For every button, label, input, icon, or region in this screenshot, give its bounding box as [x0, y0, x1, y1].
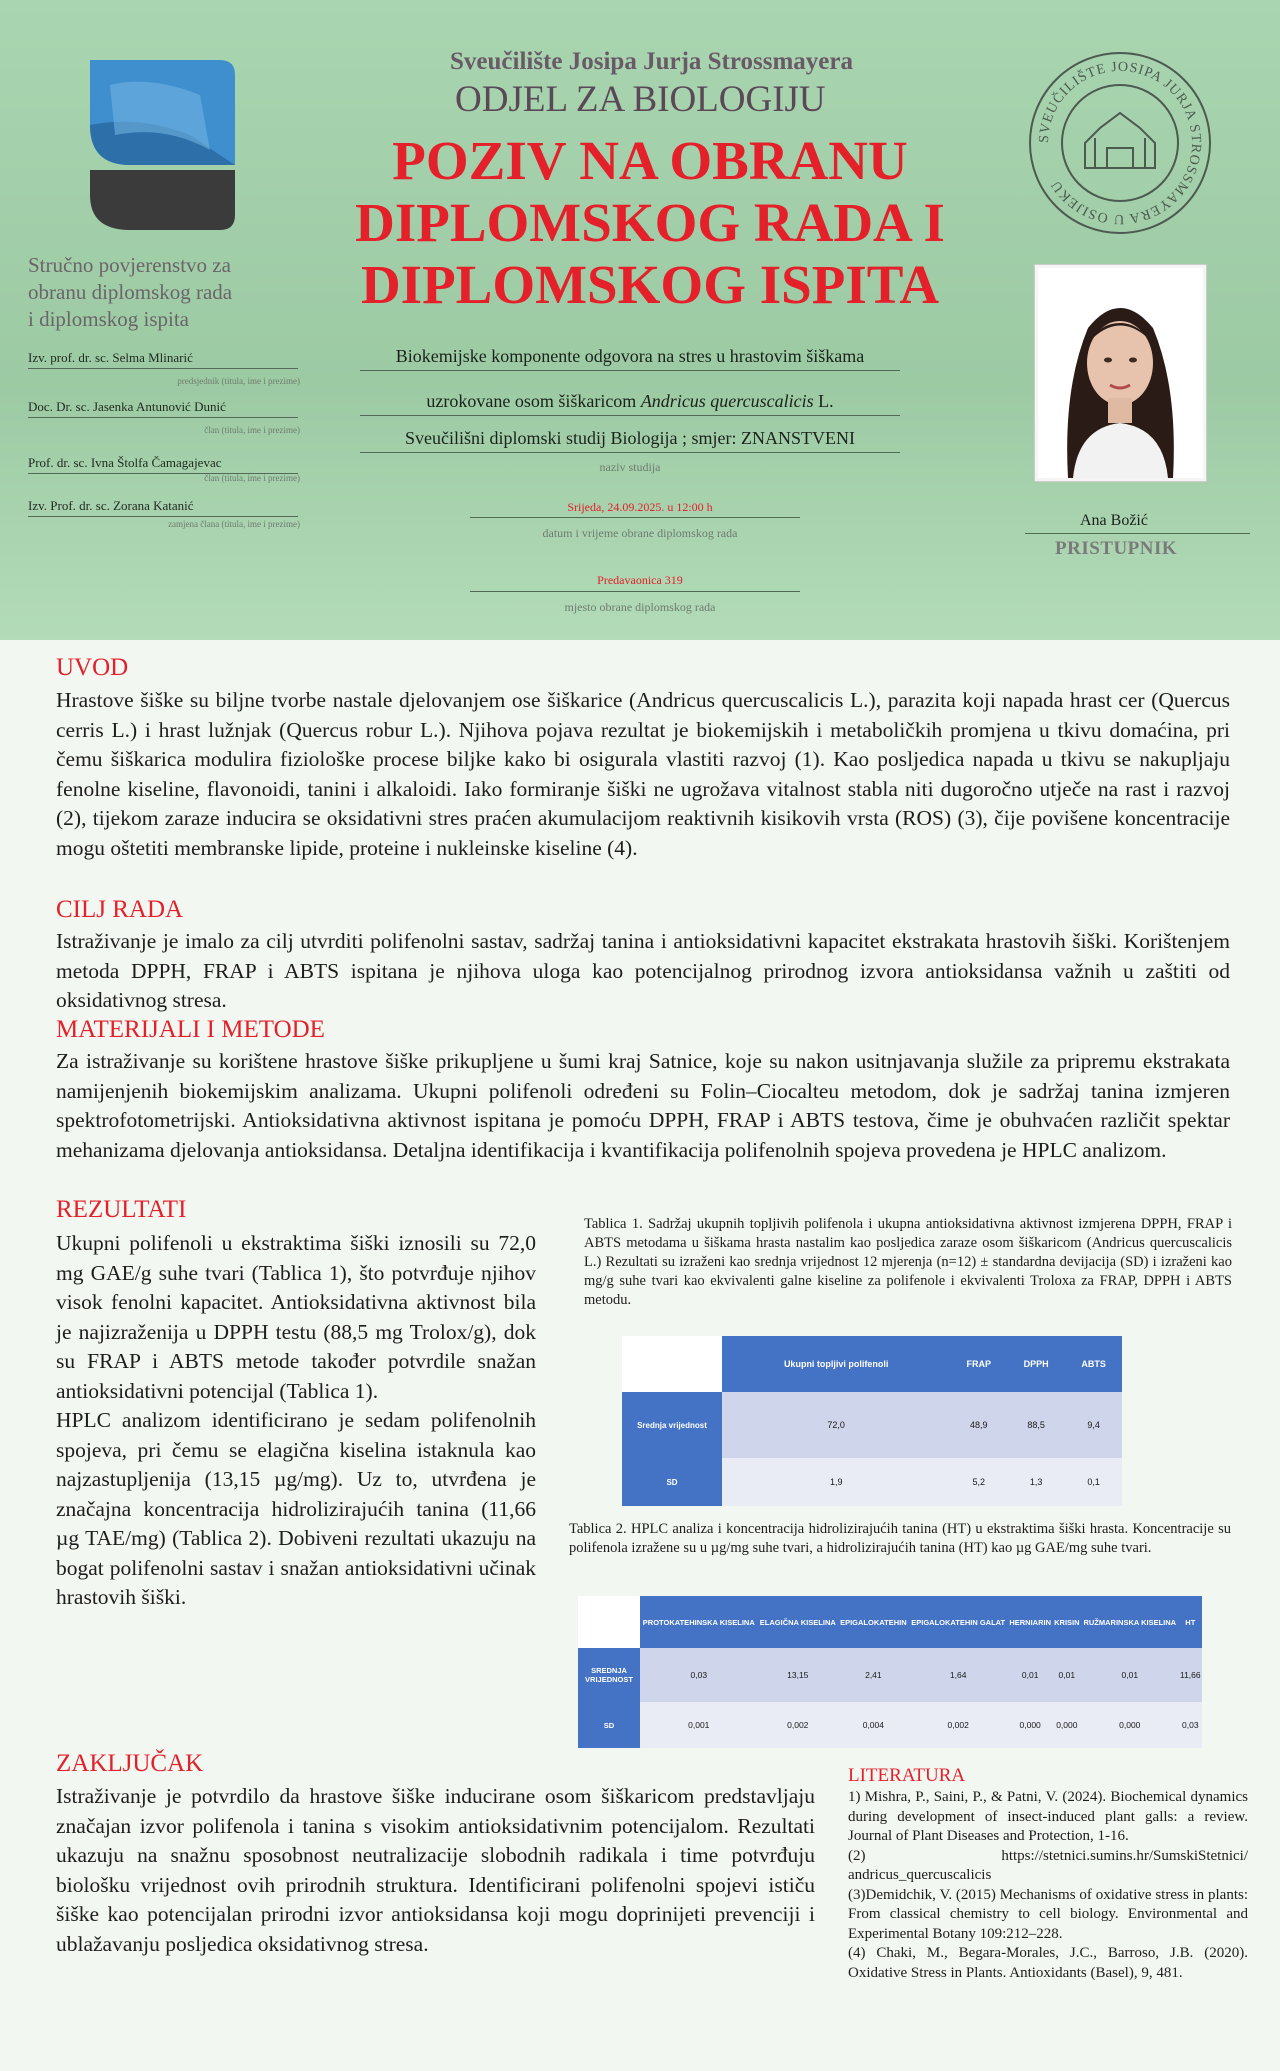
table-cell: 0,01 — [1121, 1670, 1139, 1680]
rezultati-paragraph: HPLC analizom identificirano je sedam polifenolnih spojeva, pri čemu se elagična kiselina istaknula kao najzastupljenija (13,15 µg/mg). Uz to, utvrđena je značajna koncentracija hidrolizirajućih tanina (11,66 µg TAE/mg) (Tablica 2). Dobiveni rezultati ukazuju na bogat polifenolni sastav i snažan antioksidativni učinak hrastovih šiški. — [56, 1408, 536, 1609]
table-row — [578, 1648, 1202, 1702]
university-name: Sveučilište Josipa Jurja Strossmayera — [450, 48, 853, 75]
literature-item: (2) https://stetnici.sumins.hr/SumskiStetnici/ andricus_quercuscalicis — [848, 1847, 1248, 1883]
cilj-text: Istraživanje je imalo za cilj utvrditi polifenolni sastav, sadržaj tanina i antioksidativni kapacitet ekstrakata hrastovih šiški. Korištenjem metoda DPPH, FRAP i ABTS ispitana je njihova uloga kao potencijalnog prirodnog izvora antioksidansa važnih u zaštiti od oksidativnog stresa. — [56, 929, 1230, 1012]
thesis-title-text: L. — [813, 391, 834, 411]
committee-heading-line: i diplomskog ispita — [28, 307, 190, 331]
table-header: RUŽMARINSKA KISELINA — [1081, 1596, 1179, 1648]
study-program: Sveučilišni diplomski studij Biologija ; smjer: ZNANSTVENI — [360, 428, 900, 453]
datetime-label: datum i vrijeme obrane diplomskog rada — [542, 526, 738, 540]
table-cell: 2,41 — [865, 1670, 882, 1680]
committee-member: Prof. dr. sc. Ivna Štolfa Čamagajevac — [28, 455, 298, 474]
table-cell — [578, 1596, 640, 1648]
table-cell: 0,1 — [1087, 1477, 1100, 1487]
table-row-label: Srednja vrijednost — [622, 1392, 722, 1458]
table-cell: 0,000 — [1056, 1720, 1078, 1730]
table-cell: 13,15 — [787, 1670, 809, 1680]
literature-item: 1) Mishra, P., Saini, P., & Patni, V. (2024). Biochemical dynamics during development of insect-induced plant galls: a review. Journal of Plant Diseases and Protection, 1-16. — [848, 1789, 1248, 1844]
study-label: naziv studija — [599, 460, 661, 474]
table-row — [622, 1458, 1122, 1506]
table2-caption: Tablica 2. HPLC analiza i koncentracija hidrolizirajućih tanina (HT) u ekstraktima šiški hrasta. Koncentracije su polifenola izražene su u µg/mg suhe tvari, a hidrolizirajućih tanina (HT) kao µg GAE/mg suhe tvari. — [569, 1521, 1231, 1556]
table-cell: 0,001 — [688, 1720, 710, 1730]
committee-member: Izv. prof. dr. sc. Selma Mlinarić — [28, 350, 298, 369]
candidate-photo — [1035, 265, 1206, 481]
divider — [470, 591, 800, 592]
table-cell: 72,0 — [827, 1420, 845, 1430]
rezultati-text — [56, 1229, 536, 1613]
section-title-zakljucak: ZAKLJUČAK — [56, 1750, 204, 1777]
title-line: DIPLOMSKOG ISPITA — [360, 254, 940, 315]
table-cell: 0,002 — [787, 1720, 809, 1730]
section-title-metode: MATERIJALI I METODE — [56, 1016, 325, 1043]
table-cell: 0,000 — [1119, 1720, 1141, 1730]
literature-item: (3)Demidchik, V. (2015) Mechanisms of oxidative stress in plants: From classical chemistry to cell biology. Environmental and Experimental Botany 109:212–228. — [848, 1886, 1248, 1942]
table-cell: 0,000 — [1019, 1720, 1041, 1730]
table-row — [622, 1392, 1122, 1458]
table-cell: 48,9 — [970, 1420, 988, 1430]
table-cell: 88,5 — [1027, 1420, 1045, 1430]
committee-role-label: zamjena člana (titula, ime i prezime) — [168, 519, 300, 529]
committee-heading-line: obranu diplomskog rada — [28, 280, 233, 304]
metode-text: Za istraživanje su korištene hrastove šiške prikupljene u šumi kraj Satnice, koje su nakon usitnjavanja služile za pripremu ekstrakata namijenjenih biokemijskim analizama. Ukupni polifenoli određeni su Folin–Ciocalteu metodom, dok je sadržaj tanina izmjeren spektrofotometrijski. Antioksidativna aktivnost ispitana je pomoću DPPH, FRAP i ABTS testova, čime je obuhvaćen različit spektar mehanizama djelovanja antioksidansa. Detaljna identifikacija i kvantifikacija polifenolnih spojeva provedena je HPLC analizom. — [56, 1049, 1230, 1162]
table1 — [622, 1336, 1122, 1506]
table-cell: 0,004 — [862, 1720, 884, 1730]
committee-heading-line: Stručno povjerenstvo za — [28, 253, 231, 277]
table-cell: 1,9 — [829, 1477, 843, 1487]
table-header: KRISIN — [1053, 1596, 1081, 1648]
committee-member: Doc. Dr. sc. Jasenka Antunović Dunić — [28, 399, 298, 418]
department-name: ODJEL ZA BIOLOGIJU — [455, 79, 826, 120]
committee-role-label: član (titula, ime i prezime) — [204, 473, 300, 483]
literature-list — [848, 1788, 1248, 1983]
table-cell: 1,64 — [949, 1670, 967, 1680]
table-cell: 0,03 — [1182, 1720, 1199, 1730]
table-cell: 0,03 — [690, 1670, 708, 1680]
table2 — [578, 1596, 1202, 1748]
committee-role-label: član (titula, ime i prezime) — [204, 425, 300, 435]
table-cell: 9,4 — [1087, 1420, 1100, 1430]
table-header: EPIGALOKATEHIN GALAT — [909, 1596, 1008, 1648]
divider — [1025, 533, 1250, 534]
table-header: HT — [1179, 1596, 1202, 1648]
thesis-title-line2 — [360, 391, 900, 416]
committee-heading — [28, 252, 278, 333]
place-label: mjesto obrane diplomskog rada — [564, 600, 716, 614]
thesis-title-line1: Biokemijske komponente odgovora na stres u hrastovim šiškama — [360, 346, 900, 371]
table-cell: 0,002 — [947, 1720, 969, 1730]
portrait-icon — [1038, 268, 1203, 478]
committee-role-label: predsjednik (titula, ime i prezime) — [177, 376, 300, 386]
table-header: PROTOKATEHINSKA KISELINA — [640, 1596, 758, 1648]
section-title-uvod: UVOD — [56, 654, 129, 681]
thesis-species: Andricus quercuscalicis — [640, 391, 814, 411]
table-header: EPIGALOKATEHIN — [838, 1596, 909, 1648]
table-header: DPPH — [1007, 1336, 1065, 1392]
title-line: POZIV NA OBRANU — [392, 130, 908, 191]
uvod-text: Hrastove šiške su biljne tvorbe nastale djelovanjem ose šiškarice (Andricus quercuscalicis L.), parazita koji napada hrast cer (Quercus cerris L.) i hrast lužnjak (Quercus robur L.). Njihova pojava rezultat je biokemijskih i metaboličkih promjena u tkivu domaćina, pri čemu šiškarica modulira fiziološke procese biljke kako bi osigurala vlastiti razvoj (1). Kao posljedica napada u tkivu se nakupljaju fenolne kiseline, flavonoidi, tanini i alkaloidi. Iako formiranje šiški ne ugrožava vitalnost stabla niti dugoročno utječe na rast i razvoj (2), tijekom zaraze inducira se oksidativni stres praćen akumulacijom reaktivnih kisikovih vrsta (ROS) (3), čije povišene koncentracije mogu oštetiti membranske lipide, proteine i nukleinske kiseline (4). — [56, 688, 1230, 860]
rezultati-paragraph: Ukupni polifenoli u ekstraktima šiški iznosili su 72,0 mg GAE/g suhe tvari (Tablica 1), što potvrđuje njihov visok fenolni kapacitet. Antioksidativna aktivnost bila je najizraženija u DPPH testu (88,5 mg Trolox/g), dok su FRAP i ABTS metode također potvrdile snažan antioksidativni potencijal (Tablica 1). — [56, 1231, 536, 1403]
defense-place: Predavaonica 319 — [597, 573, 683, 587]
defense-datetime: Srijeda, 24.09.2025. u 12:00 h — [567, 500, 713, 514]
literature-title: LITERATURA — [848, 1765, 966, 1786]
university-seal-icon — [1025, 48, 1215, 238]
table-cell: 1,3 — [1029, 1477, 1043, 1487]
table-header: Ukupni topljivi polifenoli — [722, 1336, 950, 1392]
university-logo-icon — [70, 55, 245, 240]
candidate-label: PRISTUPNIK — [1055, 538, 1178, 559]
table-header: HERNIARIN — [1008, 1596, 1053, 1648]
table1-caption: Tablica 1. Sadržaj ukupnih topljivih polifenola i ukupna antioksidativna aktivnost izmjerena DPPH, FRAP i ABTS metodama u šiškama hrasta nastalim kao posljedica zaraze osom šiškaricom (Andricus quercuscalicis L.) Rezultati su izraženi kao srednja vrijednost 12 mjerenja (n=12) ± standardna devijacija (SD) i izraženi kao mg/g suhe tvari kao ekvivalenti galne kiseline za polifenole i ekvivalenti Troloxa za FRAP, DPPH i ABTS metodu. — [584, 1216, 1232, 1308]
table-row-label: SD — [622, 1458, 722, 1506]
table-row-label: SREDNJA VRIJEDNOST — [578, 1648, 640, 1702]
section-title-cilj: CILJ RADA — [56, 896, 184, 923]
section-title-rezultati: REZULTATI — [56, 1196, 187, 1223]
table-header: ELAGIČNA KISELINA — [758, 1596, 838, 1648]
thesis-title-text: uzrokovane osom šiškaricom — [426, 391, 641, 411]
candidate-name: Ana Božić — [1080, 512, 1148, 529]
table-row — [578, 1702, 1202, 1748]
table-header: FRAP — [950, 1336, 1007, 1392]
page-title — [340, 130, 960, 316]
table-cell: 11,66 — [1179, 1670, 1201, 1680]
table-row-label: SD — [578, 1702, 640, 1748]
table-header: ABTS — [1065, 1336, 1122, 1392]
zakljucak-text: Istraživanje je potvrdilo da hrastove šiške inducirane osom šiškaricom predstavljaju značajan izvor polifenola i tanina s visokim antioksidativnim potencijalom. Rezultati ukazuju na snažnu sposobnost neutralizacije slobodnih radikala i time potvrđuju biološku vrijednost ovih prirodnih struktura. Identificirani polifenolni spojevi ističu šiške kao potencijalan prirodni izvor antioksidansa koji mogu doprinijeti prevenciji i ublažavanju posljedica oksidativnog stresa. — [56, 1784, 815, 1956]
title-line: DIPLOMSKOG RADA I — [355, 192, 945, 253]
committee-member: Izv. Prof. dr. sc. Zorana Katanić — [28, 498, 298, 517]
seal-text: SVEUČILIŠTE JOSIPA JURJA STROSSMAYERA U OSIJEKU — [1036, 59, 1204, 227]
table-cell — [622, 1336, 722, 1392]
table-cell: 0,01 — [1021, 1670, 1039, 1680]
divider — [470, 517, 800, 518]
table-cell: 5,2 — [972, 1477, 986, 1487]
table-cell: 0,01 — [1058, 1670, 1076, 1680]
literature-item: (4) Chaki, M., Begara-Morales, J.C., Barroso, J.B. (2020). Oxidative Stress in Plants. Antioxidants (Basel), 9, 481. — [848, 1945, 1248, 1981]
